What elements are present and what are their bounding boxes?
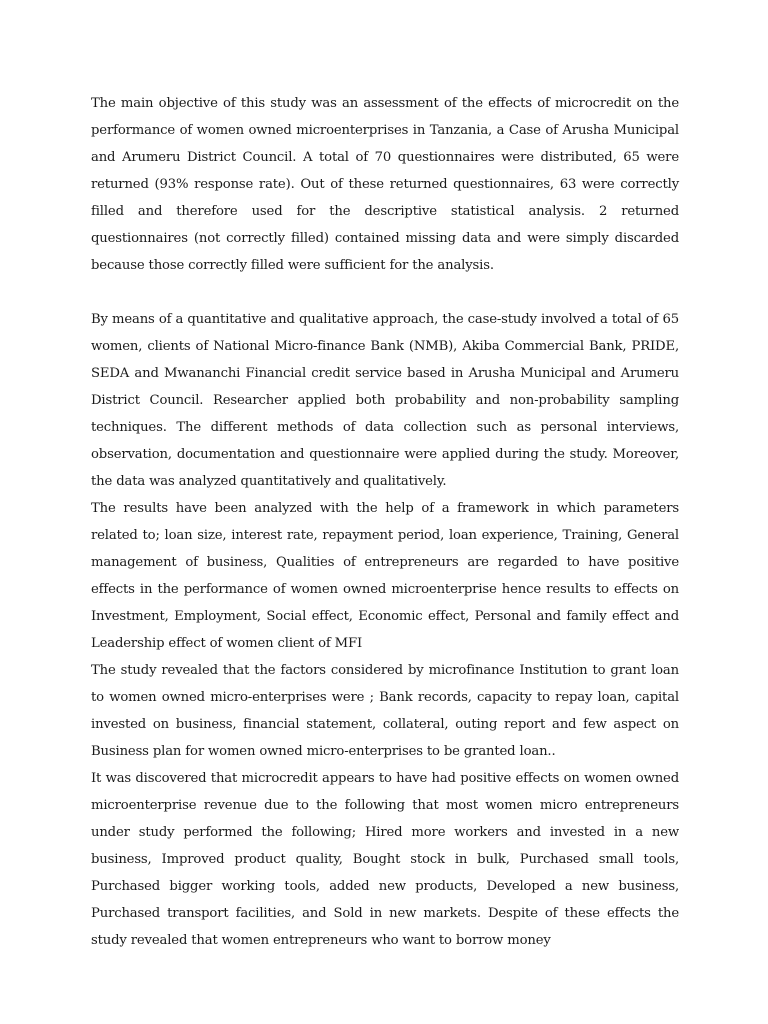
paragraph-loan-factors: The study revealed that the factors considered by microfinance Institution to grant loan to women owned micro-enterprises were ; Bank records, capacity to repay loan, capital invested on business, financial statement, collateral, outing report and few aspect on Business plan for women owned micro-enterprises to be granted loan.. (91, 663, 679, 759)
paragraph-effects: It was discovered that microcredit appears to have had positive effects on women owned microenterprise revenue due to the following that most women micro entrepreneurs under study performed the following; Hired more workers and invested in a new business, Improved product quality, Bought stock in bulk, Purchased small tools, Purchased bigger working tools, added new products, Developed a new business, Purchased transport facilities, and Sold in new markets. Despite of these effects the study revealed that women entrepreneurs who want to borrow money (91, 771, 679, 948)
paragraph-results: The results have been analyzed with the help of a framework in which parameters related to; loan size, interest rate, repayment period, loan experience, Training, General management of business, Qualities of entrepreneurs are regarded to have positive effects in the performance of women owned microenterprise hence results to effects on Investment, Employment, Social effect, Economic effect, Personal and family effect and Leadership effect of women client of MFI (91, 501, 679, 651)
document-body (91, 90, 679, 954)
paragraph-objective: The main objective of this study was an assessment of the effects of microcredit on the performance of women owned microenterprises in Tanzania, a Case of Arusha Municipal and Arumeru District Council. A total of 70 questionnaires were distributed, 65 were returned (93% response rate). Out of these returned questionnaires, 63 were correctly filled and therefore used for the descriptive statistical analysis. 2 returned questionnaires (not correctly filled) contained missing data and were simply discarded because those correctly filled were sufficient for the analysis. (91, 96, 679, 273)
paragraph-approach: By means of a quantitative and qualitative approach, the case-study involved a total of 65 women, clients of National Micro-finance Bank (NMB), Akiba Commercial Bank, PRIDE, SEDA and Mwananchi Financial credit service based in Arusha Municipal and Arumeru District Council. Researcher applied both probability and non-probability sampling techniques. The different methods of data collection such as personal interviews, observation, documentation and questionnaire were applied during the study. Moreover, the data was analyzed quantitatively and qualitatively. (91, 312, 679, 489)
